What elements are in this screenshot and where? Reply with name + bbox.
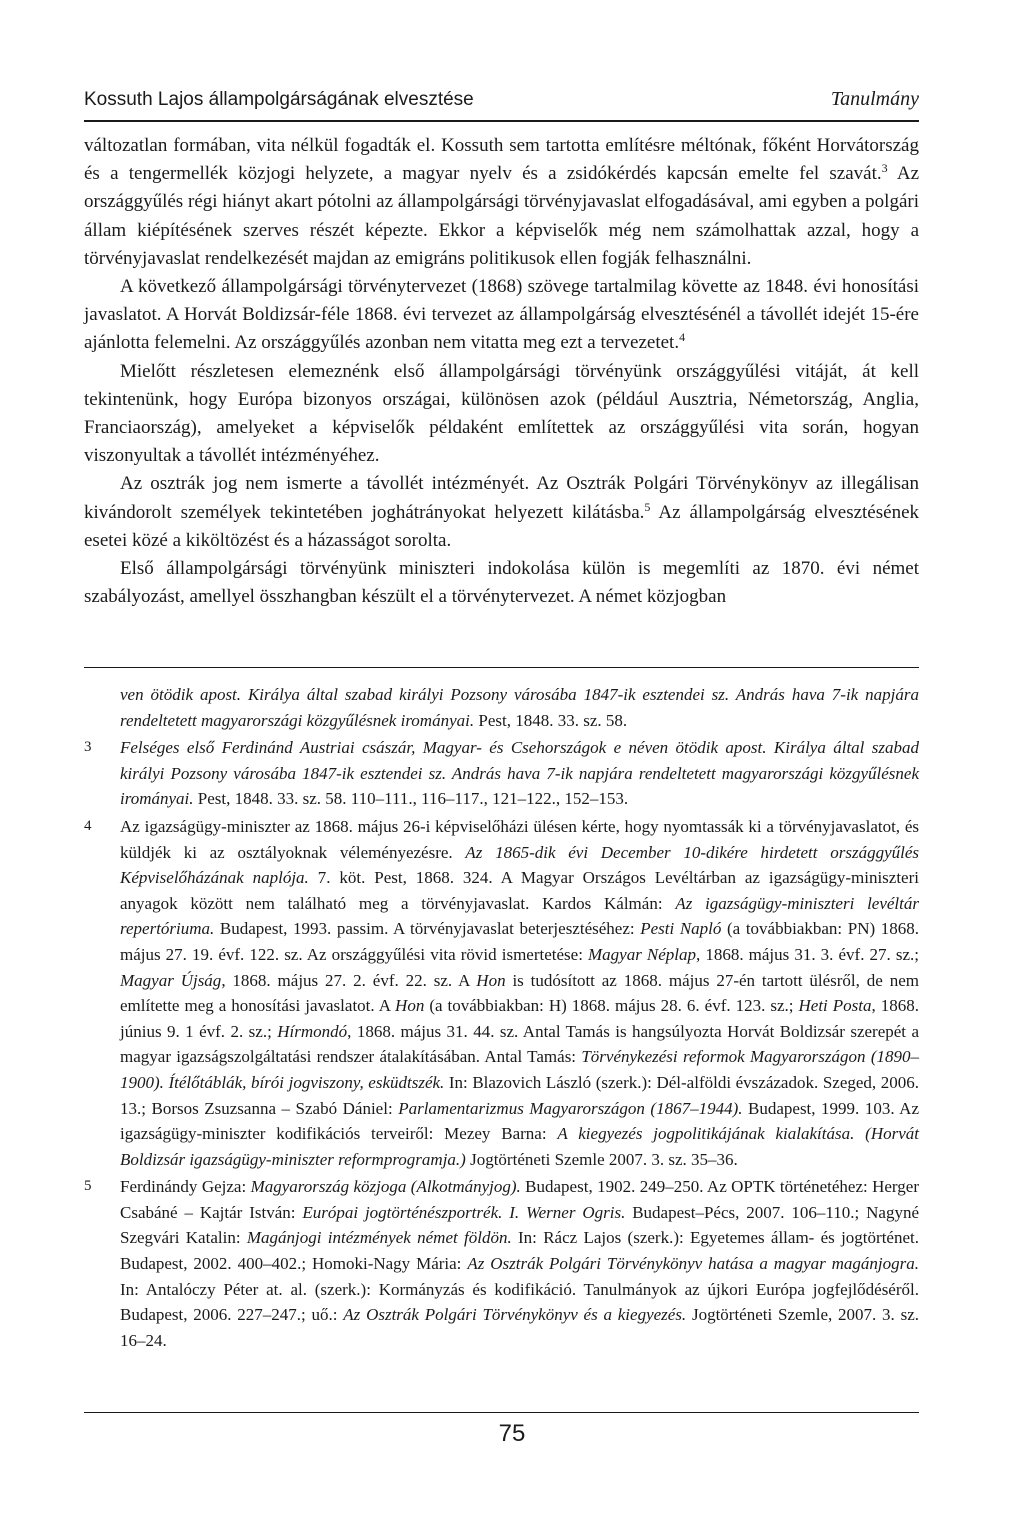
footnote-italic: Felséges első Ferdinánd Austriai császár, Magyar- és Csehországok e néven ötödik apost. Királya által szabad királyi Pozsony városába 1847-ik esztendei sz. András hava 7-ik napjára rendeltetett magyarországi közgyűlésnek irományai. (120, 738, 919, 809)
footnote-italic: ven ötödik apost. Királya által szabad királyi Pozsony városába 1847-ik esztendei sz. András hava 7-ik napjára rendeltetett magyarországi közgyűlésnek irományai. (120, 685, 919, 730)
footnote-number: 3 (84, 739, 92, 756)
footnote-text: , 1868. május 31. 3. évf. 27. sz.; (696, 944, 919, 964)
running-title: Kossuth Lajos állampolgárságának elvesztése (84, 89, 474, 110)
footnote-text: Jogtörténeti Szemle 2007. 3. sz. 35–36. (465, 1149, 738, 1169)
footnote-text: Pest, 1848. 33. sz. 58. 110–111., 116–117., 121–122., 152–153. (193, 789, 629, 809)
footnote-text: 7. köt. Pest, 1868. 324. A Magyar Országos Levéltárban az igazságügy-miniszteri anyagok között nem található meg a törvényjavaslat. Kardos Kálmán: (120, 868, 919, 913)
paragraph-5: Első állampolgársági törvényünk miniszteri indokolása külön is megemlíti az 1870. évi német szabályozást, amellyel összhangban készült el a törvénytervezet. A német közjogban (84, 558, 919, 608)
footnote-3 (84, 735, 919, 812)
footnote-text: Pest, 1848. 33. sz. 58. (474, 710, 628, 730)
paragraph-3: Mielőtt részletesen elemeznénk első állampolgársági törvényünk országgyűlési vitáját, át kell tekintenünk, hogy Európa bizonyos országai, különösen azok (például Ausztria, Németország, Anglia, Franciaország), amelyeket a képviselők példaként említettek az országgyűlési vita során, hogyan viszonyultak a távollét intézményéhez. (84, 360, 919, 467)
footnote-italic: Az Osztrák Polgári Törvénykönyv hatása a magyar magánjogra. (467, 1254, 919, 1274)
footnote-text: Az igazságügy-miniszter az 1868. május 26-i képviselőházi ülésen kérte, hogy nyomtassák ki a törvényjavaslatot, és küldjék ki az osztályoknak véleményezésre. (120, 816, 919, 862)
footnote-text: Budapest, 1993. passim. A törvényjavaslat beterjesztéséhez: (214, 919, 641, 939)
running-head (84, 88, 919, 111)
paragraph-1 (84, 132, 919, 273)
footnote-text: Budapest–Pécs, 2007. 106–110.; Nagyné Szegvári Katalin: (120, 1202, 919, 1248)
footnote-italic: Az 1865-dik évi December 10-dikére hirdetett országgyűlés Képviselőházának naplója. (120, 842, 919, 888)
footnote-rule (84, 667, 919, 668)
footnote-italic: Magyar Néplap (588, 944, 697, 964)
footnote-text: In: Rácz Lajos (szerk.): Egyetemes állam- és jogtörténet. Budapest, 2002. 400–402.; Homoki-Nagy Mária: (120, 1228, 919, 1274)
footnote-text: Ferdinándy Gejza: (120, 1177, 251, 1197)
footnote-text: (a továbbiakban: H) 1868. május 28. 6. évf. 123. sz.; (424, 996, 799, 1016)
footer-rule (84, 1412, 919, 1413)
footnote-text: , 1868. május 27. 2. évf. 22. sz. A (221, 970, 477, 990)
paragraph-1-text-a: változatlan formában, vita nélkül fogadták el. Kossuth sem tartotta említésre méltónak, főként Horvátország és a tengermellék közjogi helyzete, a magyar nyelv és a zsidókérdés kapcsán emelte fel szavát. (84, 135, 919, 185)
footnote-text: In: Antalóczy Péter at. al. (szerk.): Kormányzás és kodifikáció. Tanulmányok az újkori Európa jogfejlődéséről. Budapest, 2006. 227–247.; uő.: (120, 1279, 919, 1325)
page-number: 75 (498, 1420, 526, 1447)
footnote-text: (a továbbiakban: PN) 1868. május 27. 19. évf. 122. sz. Az országgyűlési vita rövid ismertetése: (120, 919, 919, 964)
footnote-number: 5 (84, 1178, 92, 1195)
paragraph-2 (84, 273, 919, 358)
footnote-italic: Pesti Napló (640, 919, 722, 939)
footnote-italic: Heti Posta (798, 996, 872, 1016)
footnote-4 (84, 814, 919, 1172)
footnote-text: Budapest, 1902. 249–250. Az OPTK történetéhez: Herger Csabáné – Kajtár István: (120, 1177, 919, 1222)
footnote-continuation (84, 682, 919, 733)
footnote-italic: Magyarország közjoga (Alkotmányjog). (250, 1177, 521, 1197)
footnote-text: , 1868. május 31. 44. sz. Antal Tamás is hangsúlyozta Horvát Boldizsár szerepét a magyar igazságszolgáltatási rendszer átalakításában. Antal Tamás: (120, 1021, 920, 1067)
footnote-text: is tudósított az 1868. május 27-én tartott ülésről, de nem említette meg a honosítási javaslatot. A (120, 970, 919, 1016)
footnote-italic: Parlamentarizmus Magyarországon (1867–1944). (398, 1098, 743, 1118)
footnote-italic: Az Osztrák Polgári Törvénykönyv és a kiegyezés. (343, 1305, 687, 1325)
paragraph-4-text-a: Az osztrák jog nem ismerte a távollét intézményét. Az Osztrák Polgári Törvénykönyv az illegálisan kivándorolt személyek tekintetében joghátrányokat helyezett kilátásba. (84, 473, 919, 523)
footnote-italic: Hon (395, 996, 425, 1016)
section-label: Tanulmány (830, 88, 919, 110)
paragraph-4 (84, 470, 919, 555)
footnotes (84, 682, 919, 1353)
footnote-italic: Hon (476, 970, 506, 990)
main-text (84, 132, 919, 611)
footnote-5 (84, 1174, 919, 1353)
footnote-text: Jogtörténeti Szemle, 2007. 3. sz. 16–24. (120, 1305, 919, 1350)
footnote-italic: Európai jogtörténészportrék. I. Werner Ogris. (302, 1202, 626, 1222)
footnote-ref-3[interactable]: 3 (881, 161, 888, 176)
footnote-italic: Magánjogi intézmények német földön. (246, 1228, 512, 1248)
footnote-ref-4[interactable]: 4 (679, 330, 686, 345)
footnote-text: Budapest, 1999. 103. Az igazságügy-miniszter kodifikációs terveiről: Mezey Barna: (120, 1098, 919, 1144)
footnote-italic: Törvénykezési reformok Magyarországon (1890–1900). Ítélőtáblák, bírói jogviszony, esküdtszék. (120, 1047, 919, 1092)
footnote-italic: Magyar Újság (120, 970, 222, 990)
footnote-italic: Az igazságügy-miniszteri levéltár repertóriuma. (120, 893, 919, 939)
footnote-ref-5[interactable]: 5 (644, 499, 651, 514)
footnote-text: , 1868. június 9. 1 évf. 2. sz.; (120, 996, 920, 1041)
header-rule (84, 120, 919, 122)
footnote-number: 4 (84, 817, 92, 834)
paragraph-4-text-b: Az állampolgárság elvesztésének esetei közé a kiköltözést és a házasságot sorolta. (84, 501, 919, 551)
paragraph-2-text: A következő állampolgársági törvénytervezet (1868) szövege tartalmilag követte az 1848. évi honosítási javaslatot. A Horvát Boldizsár-féle 1868. évi tervezet az állampolgárság elvesztésénél a távollét idejét 15-ére ajánlotta felemelni. Az országgyűlés azonban nem vitatta meg ezt a tervezetet. (84, 276, 919, 354)
footnote-italic: Hírmondó (277, 1021, 348, 1041)
footnote-text: In: Blazovich László (szerk.): Dél-alföldi évszázadok. Szeged, 2006. 13.; Borsos Zsuzsanna – Szabó Dániel: (120, 1072, 919, 1118)
paragraph-1-text-b: Az országgyűlés régi hiányt akart pótolni az állampolgársági törvényjavaslat elfogadásával, ami egyben a polgári állam kiépítésének szerves részét képezte. Ekkor a képviselők még nem számolhattak azzal, hogy a törvényjavaslat rendelkezését majdan az emigráns politikusok ellen fogják felhasználni. (84, 163, 919, 269)
footnote-italic: A kiegyezés jogpolitikájának kialakítása. (Horvát Boldizsár igazságügy-miniszter reformprogramja.) (120, 1124, 919, 1169)
